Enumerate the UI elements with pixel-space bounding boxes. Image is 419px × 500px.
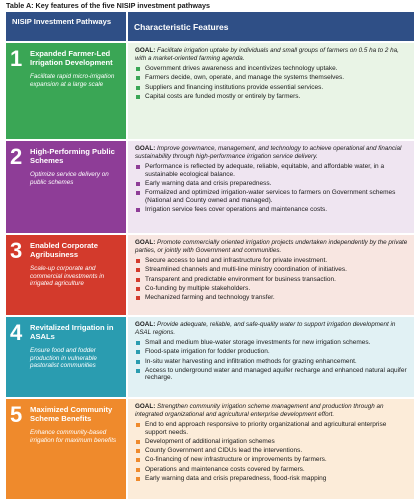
pathway-cell <box>6 317 126 397</box>
feature-text: Early warning data and crisis preparedness. <box>145 179 272 187</box>
goal-statement <box>135 47 408 62</box>
pathway-title: Enabled Corporate Agribusiness <box>30 241 98 259</box>
feature-text: Access to underground water and managed aquifer recharge and enhanced natural aquifer recharge. <box>145 366 407 382</box>
feature-item <box>135 475 408 483</box>
square-bullet-icon <box>136 95 140 99</box>
goal-label: GOAL: <box>135 47 156 54</box>
square-bullet-icon <box>136 458 140 462</box>
pathway-title: Expanded Farmer-Led Irrigation Development <box>30 49 113 67</box>
feature-text: Development of additional irrigation schemes <box>145 437 275 445</box>
goal-statement <box>135 239 408 254</box>
pathway-description: Facilitate rapid micro-irrigation expansion at a large scale <box>30 73 115 88</box>
pathway-text <box>30 323 122 370</box>
goal-text: Provide adequate, reliable, and safe-quality water to support irrigation development in ASAL regions. <box>135 321 396 336</box>
feature-text: Secure access to land and infrastructure for private investment. <box>145 257 328 265</box>
goal-label: GOAL: <box>135 239 156 246</box>
header-pathways: NISIP Investment Pathways <box>6 12 126 41</box>
goal-statement <box>135 145 408 160</box>
feature-text: Irrigation service fees cover operations and maintenance costs. <box>145 205 328 213</box>
feature-item <box>135 358 408 366</box>
feature-text: Co-financing of new infrastructure or improvements by farmers. <box>145 456 327 464</box>
feature-text: Suppliers and financing institutions provide essential services. <box>145 83 324 91</box>
pathway-title: Revitalized Irrigation in ASALs <box>30 323 114 341</box>
feature-text: Formalized and optimized irrigation-water services to farmers on Government schemes (National and County owned and managed). <box>145 189 396 204</box>
feature-text: Farmers decide, own, operate, and manage the systems themselves. <box>145 74 345 82</box>
pathway-number: 3 <box>10 238 23 263</box>
square-bullet-icon <box>136 86 140 90</box>
feature-item <box>135 348 408 356</box>
pathway-rows <box>6 43 414 499</box>
features-cell <box>128 317 414 397</box>
pathway-title: Maximized Community Scheme Benefits <box>30 405 113 423</box>
square-bullet-icon <box>136 369 140 373</box>
square-bullet-icon <box>136 468 140 472</box>
pathway-text <box>30 147 122 186</box>
feature-text: Performance is reflected by adequate, reliable, equitable, and affordable water, in a sustainable ecological balance. <box>145 163 385 178</box>
feature-text: Co-funding by multiple stakeholders. <box>145 284 251 292</box>
features-cell <box>128 43 414 139</box>
feature-item <box>135 65 408 73</box>
feature-text: Streamlined channels and multi-line ministry coordination of initiatives. <box>145 266 347 274</box>
features-cell <box>128 399 414 499</box>
square-bullet-icon <box>136 165 140 169</box>
feature-item <box>135 421 408 436</box>
pathway-row <box>6 399 414 499</box>
header-features: Characteristic Features <box>128 12 414 41</box>
feature-item <box>135 367 408 382</box>
square-bullet-icon <box>136 67 140 71</box>
pathway-text <box>30 49 122 88</box>
feature-item <box>135 339 408 347</box>
pathways-table <box>6 12 414 499</box>
pathway-title: High-Performing Public Schemes <box>30 147 115 165</box>
feature-text: Small and medium blue-water storage investments for new irrigation schemes. <box>145 339 371 347</box>
pathway-number: 5 <box>10 402 23 427</box>
feature-item <box>135 294 408 302</box>
square-bullet-icon <box>136 423 140 427</box>
feature-text: Capital costs are funded mostly or entirely by farmers. <box>145 92 301 100</box>
pathway-description: Optimize service delivery on public schemes <box>30 171 109 186</box>
feature-item <box>135 206 408 214</box>
square-bullet-icon <box>136 360 140 364</box>
feature-text: End to end approach responsive to priority organizational and agricultural enterprise support needs. <box>145 421 387 436</box>
pathway-row <box>6 317 414 397</box>
square-bullet-icon <box>136 296 140 300</box>
feature-item <box>135 276 408 284</box>
square-bullet-icon <box>136 182 140 186</box>
feature-text: Transparent and predictable environment for business transaction. <box>145 275 336 283</box>
features-cell <box>128 235 414 315</box>
feature-text: Government drives awareness and incentivizes technology uptake. <box>145 65 338 73</box>
pathway-cell <box>6 235 126 315</box>
table-caption: Table A: Key features of the five NISIP investment pathways <box>6 1 210 10</box>
pathway-cell <box>6 43 126 139</box>
goal-text: Strengthen community irrigation scheme management and production through an integrated organizational and agricultural enterprise development effort. <box>135 403 384 418</box>
square-bullet-icon <box>136 287 140 291</box>
pathway-text <box>30 241 122 288</box>
square-bullet-icon <box>136 440 140 444</box>
goal-label: GOAL: <box>135 321 156 328</box>
goal-text: Facilitate irrigation uptake by individuals and small groups of farmers on 0.5 ha to 2 ha, with a market-oriented farming agenda. <box>135 47 399 62</box>
square-bullet-icon <box>136 76 140 80</box>
goal-text: Promote commercially oriented irrigation projects undertaken independently by the private parties, or jointly with Government and communities. <box>135 239 408 254</box>
pathway-text <box>30 405 122 444</box>
pathway-description: Enhance community-based irrigation for maximum benefits <box>30 429 117 444</box>
goal-label: GOAL: <box>135 145 156 152</box>
feature-item <box>135 84 408 92</box>
feature-text: Mechanized farming and technology transfer. <box>145 293 275 301</box>
goal-label: GOAL: <box>135 403 156 410</box>
feature-text: Early warning data and crisis preparedness, flood-risk mapping <box>145 474 327 482</box>
square-bullet-icon <box>136 259 140 263</box>
feature-item <box>135 447 408 455</box>
pathway-row <box>6 43 414 139</box>
pathway-number: 2 <box>10 144 23 169</box>
square-bullet-icon <box>136 208 140 212</box>
pathway-description: Ensure food and fodder production in vulnerable pastoralist communities <box>30 347 97 370</box>
feature-item <box>135 257 408 265</box>
goal-text: Improve governance, management, and technology to achieve operational and financial sustainability through high-performance irrigation service delivery. <box>135 145 402 160</box>
feature-item <box>135 74 408 82</box>
square-bullet-icon <box>136 278 140 282</box>
goal-statement <box>135 321 408 336</box>
square-bullet-icon <box>136 350 140 354</box>
feature-text: County Government and CIDUs lead the interventions. <box>145 447 303 455</box>
pathway-row <box>6 141 414 233</box>
pathway-cell <box>6 399 126 499</box>
pathway-number: 4 <box>10 320 23 345</box>
feature-item <box>135 438 408 446</box>
features-cell <box>128 141 414 233</box>
pathway-number: 1 <box>10 46 23 71</box>
feature-item <box>135 180 408 188</box>
feature-item <box>135 466 408 474</box>
square-bullet-icon <box>136 191 140 195</box>
feature-item <box>135 456 408 464</box>
feature-text: Flood-spate irrigation for fodder production. <box>145 348 270 356</box>
feature-text: Operations and maintenance costs covered by farmers. <box>145 465 305 473</box>
square-bullet-icon <box>136 449 140 453</box>
table-header <box>6 12 414 41</box>
feature-item <box>135 266 408 274</box>
pathway-description: Scale-up corporate and commercial investments in irrigated agriculture <box>30 265 105 288</box>
square-bullet-icon <box>136 268 140 272</box>
feature-item <box>135 163 408 178</box>
goal-statement <box>135 403 408 418</box>
square-bullet-icon <box>136 477 140 481</box>
feature-text: In-situ water harvesting and infiltration methods for grazing enhancement. <box>145 357 357 365</box>
feature-item <box>135 189 408 204</box>
pathway-cell <box>6 141 126 233</box>
square-bullet-icon <box>136 341 140 345</box>
pathway-row <box>6 235 414 315</box>
feature-item <box>135 285 408 293</box>
feature-item <box>135 93 408 101</box>
